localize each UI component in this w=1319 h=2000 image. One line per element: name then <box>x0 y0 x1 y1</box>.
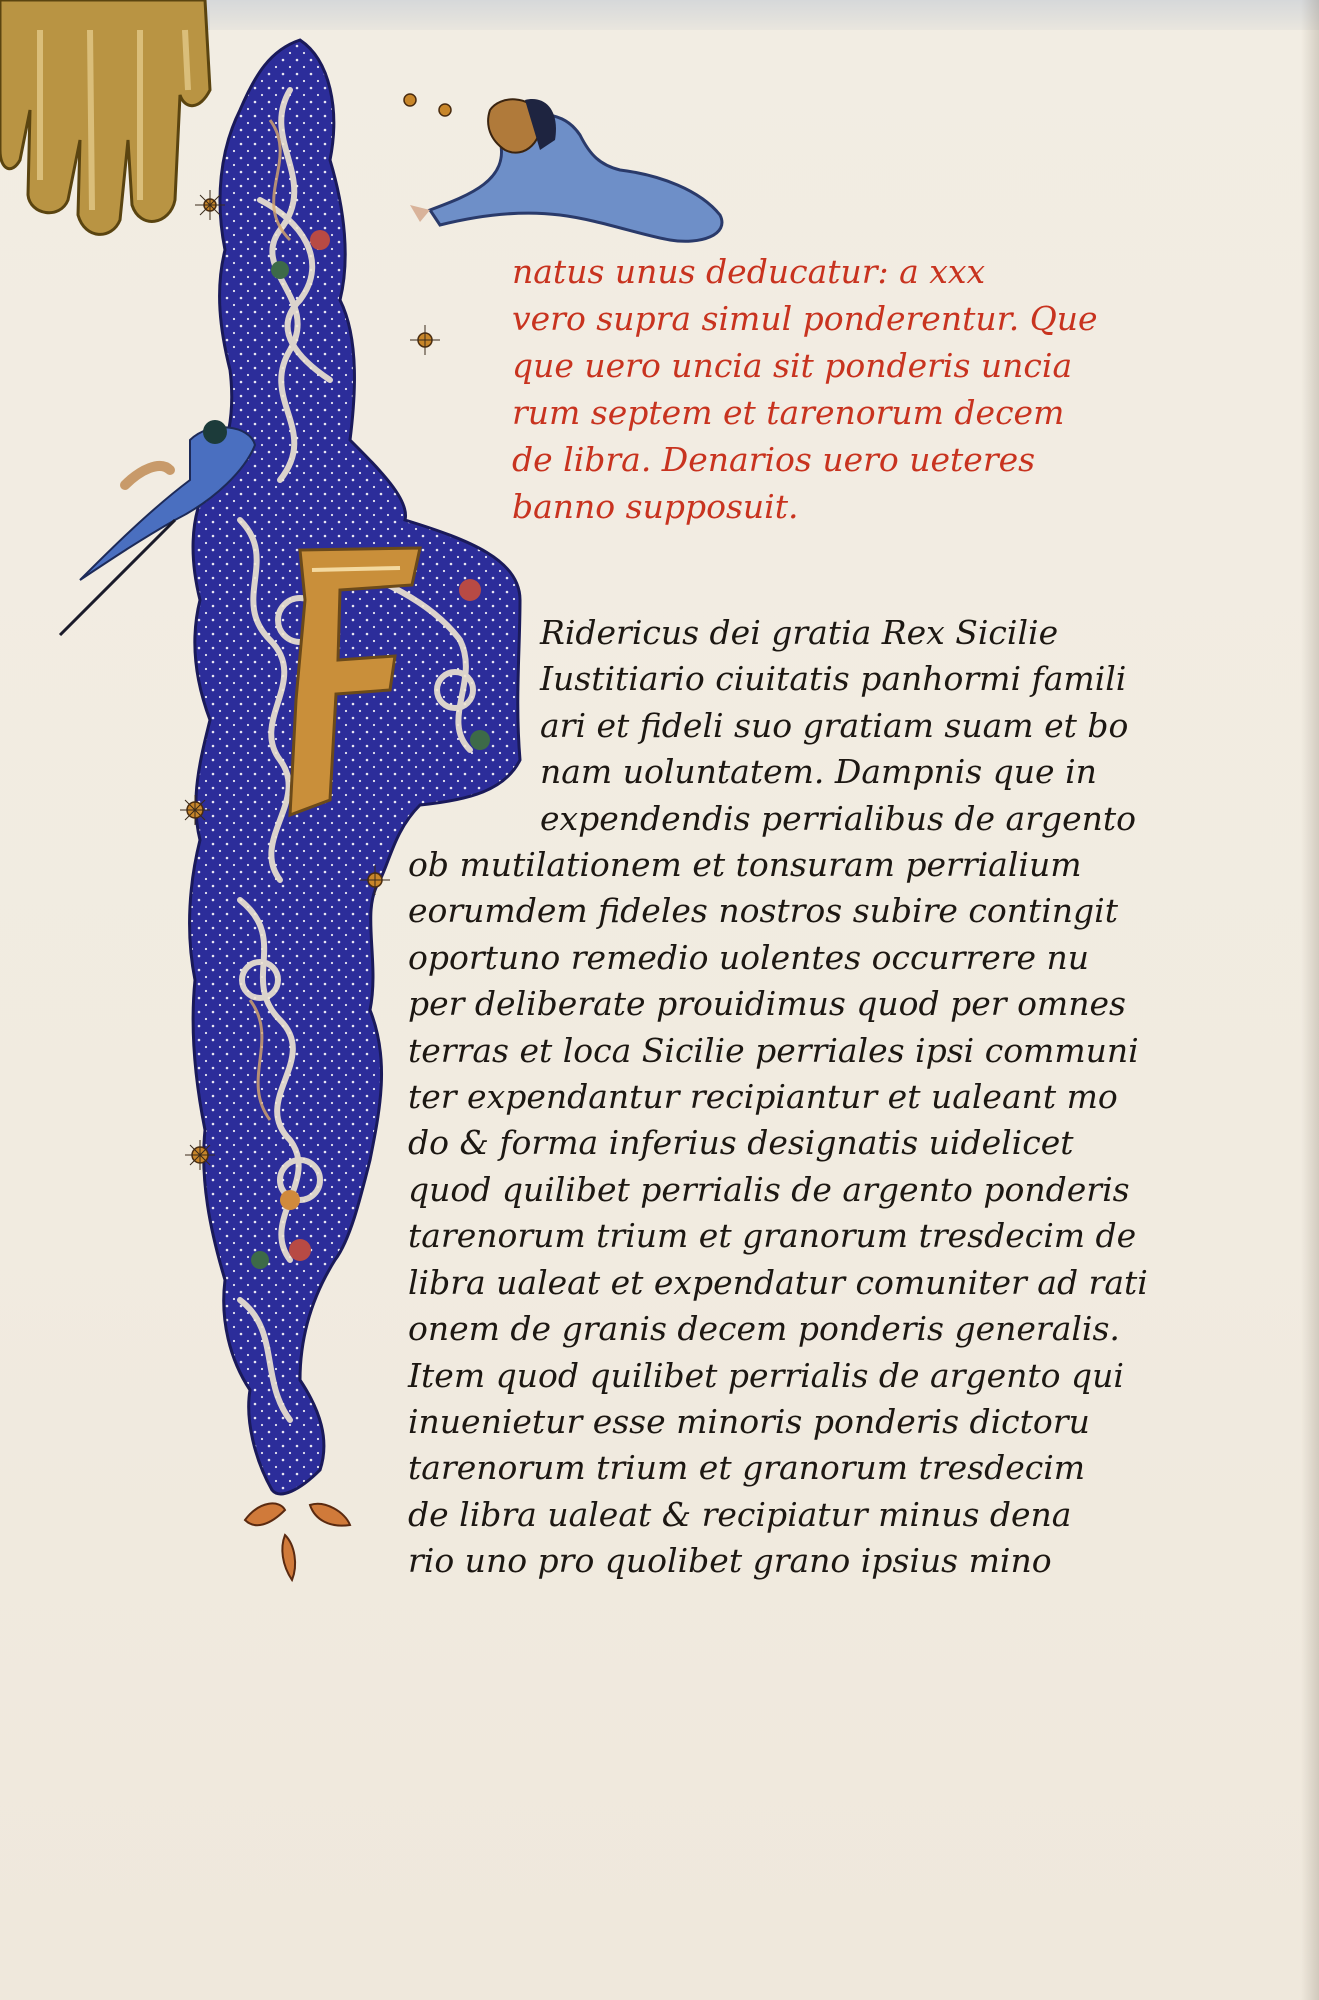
rubric-line: rum septem et tarenorum decem <box>512 393 1065 432</box>
body-line: ari et fideli suo gratiam suam et bo <box>540 705 1129 745</box>
rubric-line: banno supposuit. <box>512 487 799 526</box>
body-line: quod quilibet perrialis de argento ponderis <box>408 1169 1130 1209</box>
body-text-block <box>408 610 1188 1585</box>
gold-clip <box>0 0 210 234</box>
body-line: inuenietur esse minoris ponderis dictoru <box>408 1401 1090 1441</box>
body-line: oportuno remedio uolentes occurrere nu <box>408 937 1090 977</box>
body-line: ob mutilationem et tonsuram perrialium <box>408 845 1082 885</box>
rubric-line: que uero uncia sit ponderis uncia <box>512 346 1073 385</box>
body-line: rio uno pro quolibet grano ipsius mino <box>408 1541 1052 1581</box>
body-line: ter expendantur recipiantur et ualeant mo <box>408 1077 1118 1117</box>
body-line: do & forma inferius designatis uidelicet <box>408 1123 1074 1163</box>
body-line: per deliberate prouidimus quod per omnes <box>408 984 1126 1024</box>
body-line: libra ualeat et expendatur comuniter ad rati <box>408 1262 1148 1302</box>
body-line: expendendis perrialibus de argento <box>540 798 1137 838</box>
body-line: de libra ualeat & recipiatur minus dena <box>408 1494 1072 1534</box>
pendant-ornament <box>245 1503 350 1580</box>
body-line: eorumdem fideles nostros subire contingit <box>408 891 1118 931</box>
rubric-line: natus unus deducatur: a xxx <box>512 252 986 291</box>
rubric-line: vero supra simul ponderentur. Que <box>512 299 1098 338</box>
rubric-line: de libra. Denarios uero ueteres <box>512 440 1036 479</box>
body-line: Item quod quilibet perrialis de argento qui <box>408 1355 1124 1395</box>
grotesque-figure <box>410 99 722 241</box>
body-line: tarenorum trium et granorum tresdecim <box>408 1448 1086 1488</box>
body-line: tarenorum trium et granorum tresdecim de <box>408 1216 1137 1256</box>
body-line: Iustitiario ciuitatis panhormi famili <box>540 659 1127 699</box>
body-line: terras et loca Sicilie perriales ipsi communi <box>408 1030 1139 1070</box>
body-line: onem de granis decem ponderis generalis. <box>408 1309 1120 1349</box>
body-line: Ridericus dei gratia Rex Sicilie <box>540 613 1059 652</box>
body-line: nam uoluntatem. Dampnis que in <box>540 752 1097 792</box>
rubric-text-block <box>512 248 1132 530</box>
